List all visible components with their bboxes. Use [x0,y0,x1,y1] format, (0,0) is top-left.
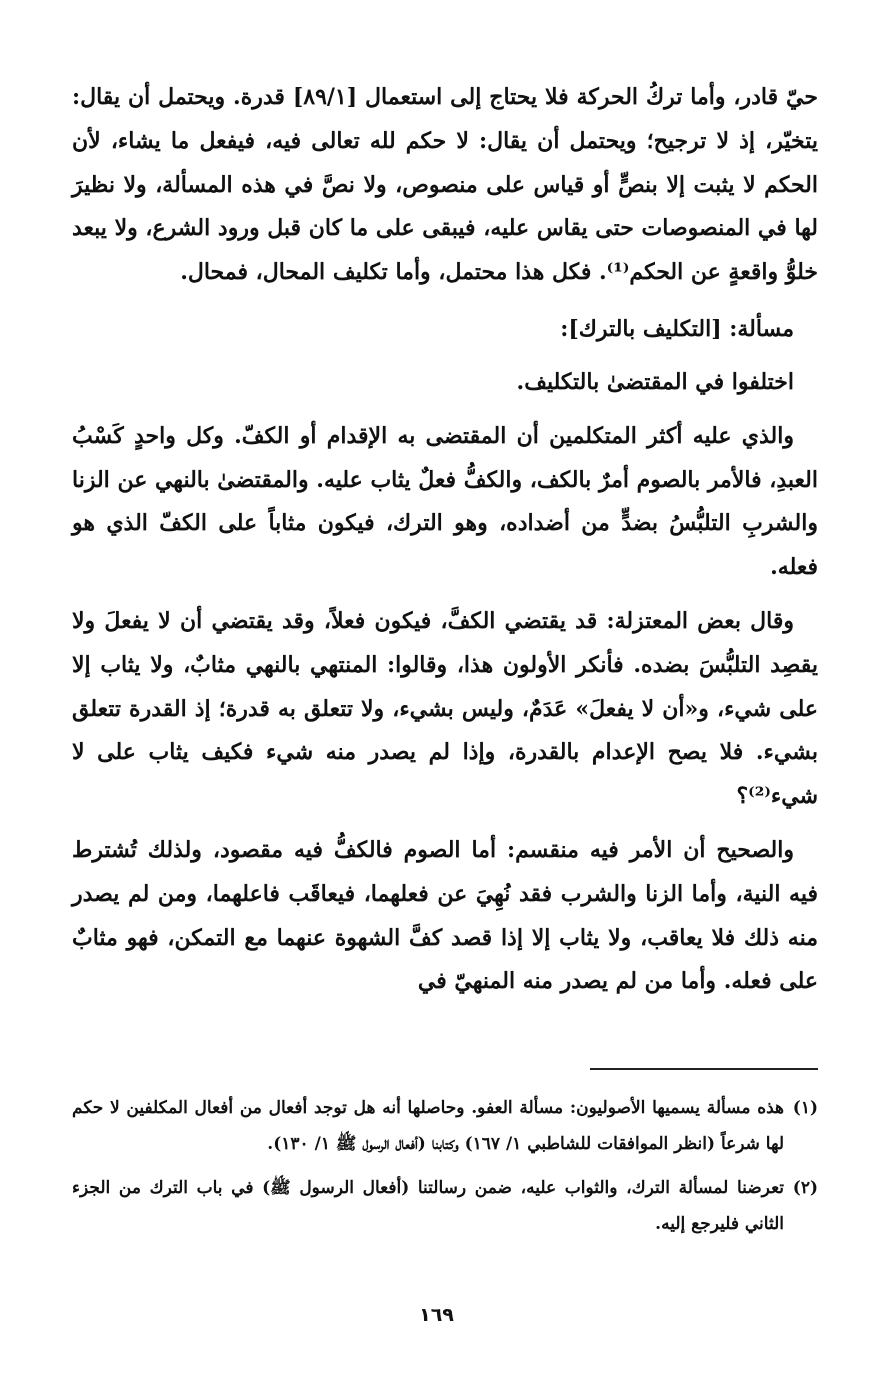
paragraph: والصحيح أن الأمر فيه منقسم: أما الصوم فالكفُّ فيه مقصود، ولذلك تُشترط فيه النية، وأما الزنا والشرب فقد نُهِيَ عن فعلهما، فيعاقَب فاعلهما، ومن لم يصدر منه ذلك فلا يعاقب، ولا يثاب إلا إذا قصد كفَّ الشهوة عنهما مع التمكن، فهو مثابٌ على فعله. وأما من لم يصدر منه المنهيّ في [72,836,818,995]
paragraph: والذي عليه أكثر المتكلمين أن المقتضى به الإقدام أو الكفّ. وكل واحدٍ كَسْبُ العبدِ، فالأمر بالصوم أمرٌ بالكف، والكفُّ فعلٌ يثاب عليه. والمقتضىٰ بالنهي عن الزنا والشربِ التلبُّسُ بضدٍّ من أضداده، وهو الترك، فيكون مثاباً على الكفّ الذي هو فعله. [72,422,818,581]
footnote-number: (١) [792,1098,818,1118]
footnote-number: (٢) [792,1178,818,1198]
footnote-text: تعرضنا لمسألة الترك، والثواب عليه، ضمن رسالتنا (أفعال الرسول ﷺ) في باب الترك من الجزء الثاني فليرجع إليه. [72,1178,784,1234]
main-text [72,76,818,1004]
footnotes [72,1090,818,1250]
paragraph: حيّ قادر، وأما تركُ الحركة فلا يحتاج إلى استعمال [٨٩/١] قدرة. ويحتمل أن يقال: يتخيّر، إذ لا ترجيح؛ ويحتمل أن يقال: لا حكم لله تعالى فيه، فيفعل ما يشاء، لأن الحكم لا يثبت إلا بنصٍّ أو قياس على منصوص، ولا نصَّ في هذه المسألة، ولا نظيرَ لها في المنصوصات حتى يقاس عليه، فيبقى على ما كان قبل ورود الشرع، ولا يبعد خلوُّ واقعةٍ عن الحكم⁽¹⁾. فكل هذا محتمل، وأما تكليف المحال، فمحال. [72,84,818,286]
paragraph: اختلفوا في المقتضىٰ بالتكليف. [516,368,794,395]
footnote [72,1170,818,1242]
section-heading: مسألة: [التكليف بالترك]: [560,315,794,342]
page-number: ١٦٩ [419,1304,454,1326]
footnote-divider [590,1068,818,1070]
footnote-text: هذه مسألة يسميها الأصوليون: مسألة العفو. وحاصلها أنه هل توجد أفعال من أفعال المكلفين لا حكم لها شرعاً (انظر الموافقات للشاطبي ١/ ١٦٧) وكتابنا (أفعال الرسول ﷺ ١/ ١٣٠). [72,1098,784,1154]
paragraph: وقال بعض المعتزلة: قد يقتضي الكفَّ، فيكون فعلاً، وقد يقتضي أن لا يفعلَ ولا يقصِد التلبُّسَ بضده. فأنكر الأولون هذا، وقالوا: المنتهي بالنهي مثابٌ، ولا يثاب إلا على شيء، و«أن لا يفعلَ» عَدَمٌ، وليس بشيء، ولا تتعلق به قدرة؛ إذ القدرة تتعلق بشيء. فلا يصح الإعدام بالقدرة، وإذا لم يصدر منه شيء فكيف يثاب على لا شيء⁽²⁾؟ [72,607,818,810]
footnote [72,1090,818,1162]
